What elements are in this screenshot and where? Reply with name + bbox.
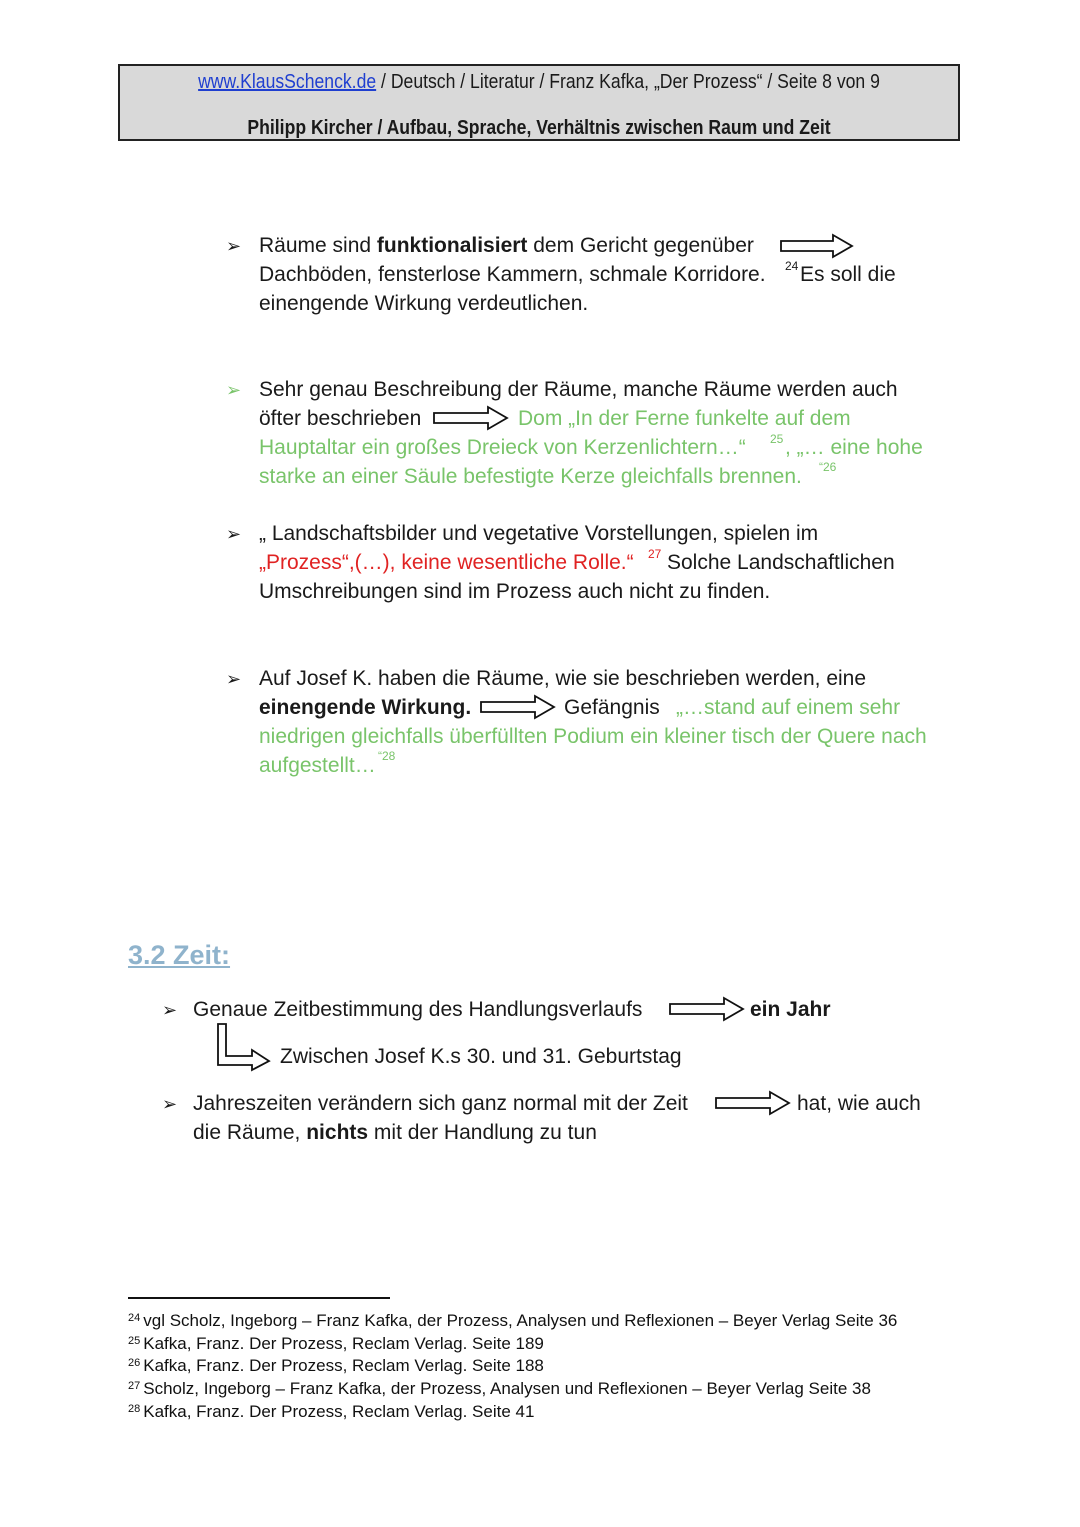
footnote-28: $^{28}$ Kafka, Franz. Der Prozess, Reclam Verlag. Seite 41: [128, 1402, 535, 1421]
b2-line2: öfter beschrieben: [259, 407, 422, 430]
bullet-arrow-icon: ➢: [162, 1000, 178, 1020]
b4-gefaengnis: Gefängnis: [564, 696, 660, 719]
section-heading: 3.2 Zeit:: [128, 940, 231, 970]
footnote-ref-25: 25: [770, 432, 784, 446]
footnote-25: $^{25}$ Kafka, Franz. Der Prozess, Reclam Verlag. Seite 189: [128, 1334, 544, 1353]
bullet-arrow-icon: ➢: [226, 669, 242, 689]
b4-quote-start: „…stand auf einem sehr: [676, 696, 901, 719]
footnote-27: $^{27}$ Scholz, Ingeborg – Franz Kafka, der Prozess, Analysen und Reflexionen – Beyer Verlag Seite 38: [128, 1379, 871, 1398]
footnote-ref-24: 24: [785, 259, 799, 273]
b2-line4: starke an einer Säule befestigte Kerze gleichfalls brennen.: [259, 465, 802, 488]
b2-line1: Sehr genau Beschreibung der Räume, manche Räume werden auch: [259, 378, 898, 401]
header-path: / Deutsch / Literatur / Franz Kafka, „Der Prozess“ / Seite 8 von 9: [376, 71, 880, 93]
footnote-ref-26: “26: [819, 460, 837, 474]
b1-line2-rest: Es soll die: [800, 263, 896, 286]
right-arrow-icon: [668, 996, 746, 1022]
page-header: [118, 64, 960, 141]
zeit-line3: die Räume, nichts mit der Handlung zu tun: [193, 1121, 597, 1144]
right-arrow-icon: [714, 1090, 792, 1116]
b1-line2: Dachböden, fensterlose Kammern, schmale Korridore.: [259, 263, 766, 286]
zeit-line2: Jahreszeiten verändern sich ganz normal mit der Zeit: [193, 1092, 688, 1115]
header-line-1: [170, 71, 907, 94]
b4-line3: niedrigen gleichfalls überfüllten Podium ein kleiner tisch der Quere nach: [259, 725, 927, 748]
b1-line3: einengende Wirkung verdeutlichen.: [259, 292, 589, 315]
right-arrow-icon: [432, 405, 510, 431]
b2-quote-start: Dom „In der Ferne funkelte auf dem: [518, 407, 851, 430]
b2-line3-rest: , „… eine hohe: [785, 436, 923, 459]
down-right-arrow-icon: [216, 1022, 272, 1072]
b3-line2-rest: Solche Landschaftlichen: [667, 551, 895, 574]
right-arrow-icon: [779, 233, 855, 259]
b4-line1: Auf Josef K. haben die Räume, wie sie beschrieben werden, eine: [259, 667, 867, 690]
zeit-line2-rest: hat, wie auch: [797, 1092, 921, 1115]
footnote-ref-28: “28: [378, 749, 396, 763]
bullet-arrow-icon: ➢: [226, 236, 242, 256]
b3-quote: „Prozess“,(…), keine wesentliche Rolle.“: [259, 551, 634, 574]
zeit-result: ein Jahr: [750, 998, 831, 1021]
b3-line1: „ Landschaftsbilder und vegetative Vorstellungen, spielen im: [259, 522, 819, 545]
right-arrow-icon: [479, 694, 557, 720]
b4-line4: aufgestellt…: [259, 754, 376, 777]
zeit-sub: Zwischen Josef K.s 30. und 31. Geburtstag: [280, 1045, 682, 1068]
footnote-26: $^{26}$ Kafka, Franz. Der Prozess, Reclam Verlag. Seite 188: [128, 1356, 544, 1375]
header-subtitle: Philipp Kircher / Aufbau, Sprache, Verhältnis zwischen Raum und Zeit: [247, 117, 831, 139]
zeit-line1: Genaue Zeitbestimmung des Handlungsverlaufs: [193, 998, 643, 1021]
bullet-arrow-icon: ➢: [162, 1094, 178, 1114]
footnote-divider: [128, 1297, 390, 1299]
bullet-arrow-icon: ➢: [226, 380, 242, 400]
footnote-24: $^{24}$ vgl Scholz, Ingeborg – Franz Kafka, der Prozess, Analysen und Reflexionen – Beyer Verlag Seite 36: [128, 1311, 898, 1330]
b3-line3: Umschreibungen sind im Prozess auch nicht zu finden.: [259, 580, 771, 603]
b4-line2: einengende Wirkung.: [259, 696, 472, 719]
footnote-ref-27: 27: [648, 547, 662, 561]
site-link[interactable]: www.KlausSchenck.de: [198, 71, 377, 93]
bullet-arrow-icon: ➢: [226, 524, 242, 544]
b1-line1: Räume sind funktionalisiert dem Gericht gegenüber: [259, 234, 754, 257]
b2-line3: Hauptaltar ein großes Dreieck von Kerzenlichtern…“: [259, 436, 746, 459]
